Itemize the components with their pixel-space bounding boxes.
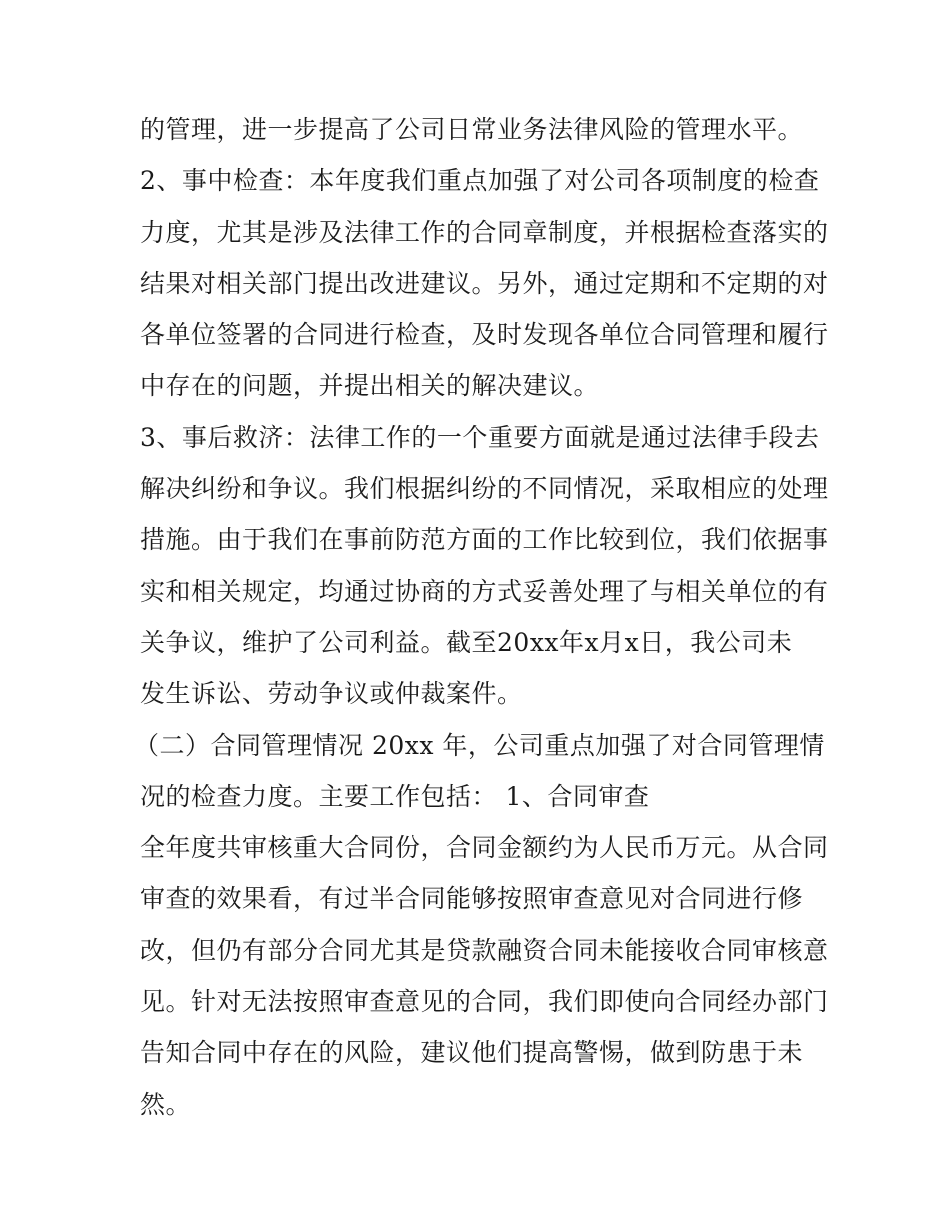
text-line: 结果对相关部门提出改进建议。另外，通过定期和不定期的对 — [140, 268, 829, 298]
text-line: 关争议，维护了公司利益。截至20xx年x月x日，我公司未 — [140, 627, 793, 657]
text-line: 中存在的问题，并提出相关的解决建议。 — [140, 371, 600, 401]
text-line: 发生诉讼、劳动争议或仲裁案件。 — [140, 679, 523, 709]
text-line: 改，但仍有部分合同尤其是贷款融资合同未能接收合同审核意 — [140, 935, 829, 965]
text-line: 措施。由于我们在事前防范方面的工作比较到位，我们依据事 — [140, 525, 829, 555]
text-line: 2、事中检查：本年度我们重点加强了对公司各项制度的检查 — [140, 166, 820, 196]
text-line: 实和相关规定，均通过协商的方式妥善处理了与相关单位的有 — [140, 576, 829, 606]
text-line: 力度，尤其是涉及法律工作的合同章制度，并根据检查落实的 — [140, 217, 829, 247]
text-line: 告知合同中存在的风险，建议他们提高警惕，做到防患于未 — [140, 1038, 804, 1068]
text-line: 况的检查力度。主要工作包括： 1、合同审查 — [140, 781, 650, 811]
text-line: 解决纠纷和争议。我们根据纠纷的不同情况，采取相应的处理 — [140, 474, 829, 504]
text-line: 各单位签署的合同进行检查，及时发现各单位合同管理和履行 — [140, 320, 829, 350]
text-line: 3、事后救济：法律工作的一个重要方面就是通过法律手段去 — [140, 422, 820, 452]
section-heading-line: （二）合同管理情况 20xx 年，公司重点加强了对合同管理情 — [134, 730, 825, 760]
text-line: 的管理，进一步提高了公司日常业务法律风险的管理水平。 — [140, 115, 804, 144]
document-body — [134, 104, 829, 1130]
text-line: 审查的效果看，有过半合同能够按照审查意见对合同进行修 — [140, 884, 804, 914]
text-line: 见。针对无法按照审查意见的合同，我们即使向合同经办部门 — [140, 987, 829, 1017]
text-line: 然。 — [140, 1089, 192, 1119]
text-line: 全年度共审核重大合同份，合同金额约为人民币万元。从合同 — [140, 833, 829, 863]
